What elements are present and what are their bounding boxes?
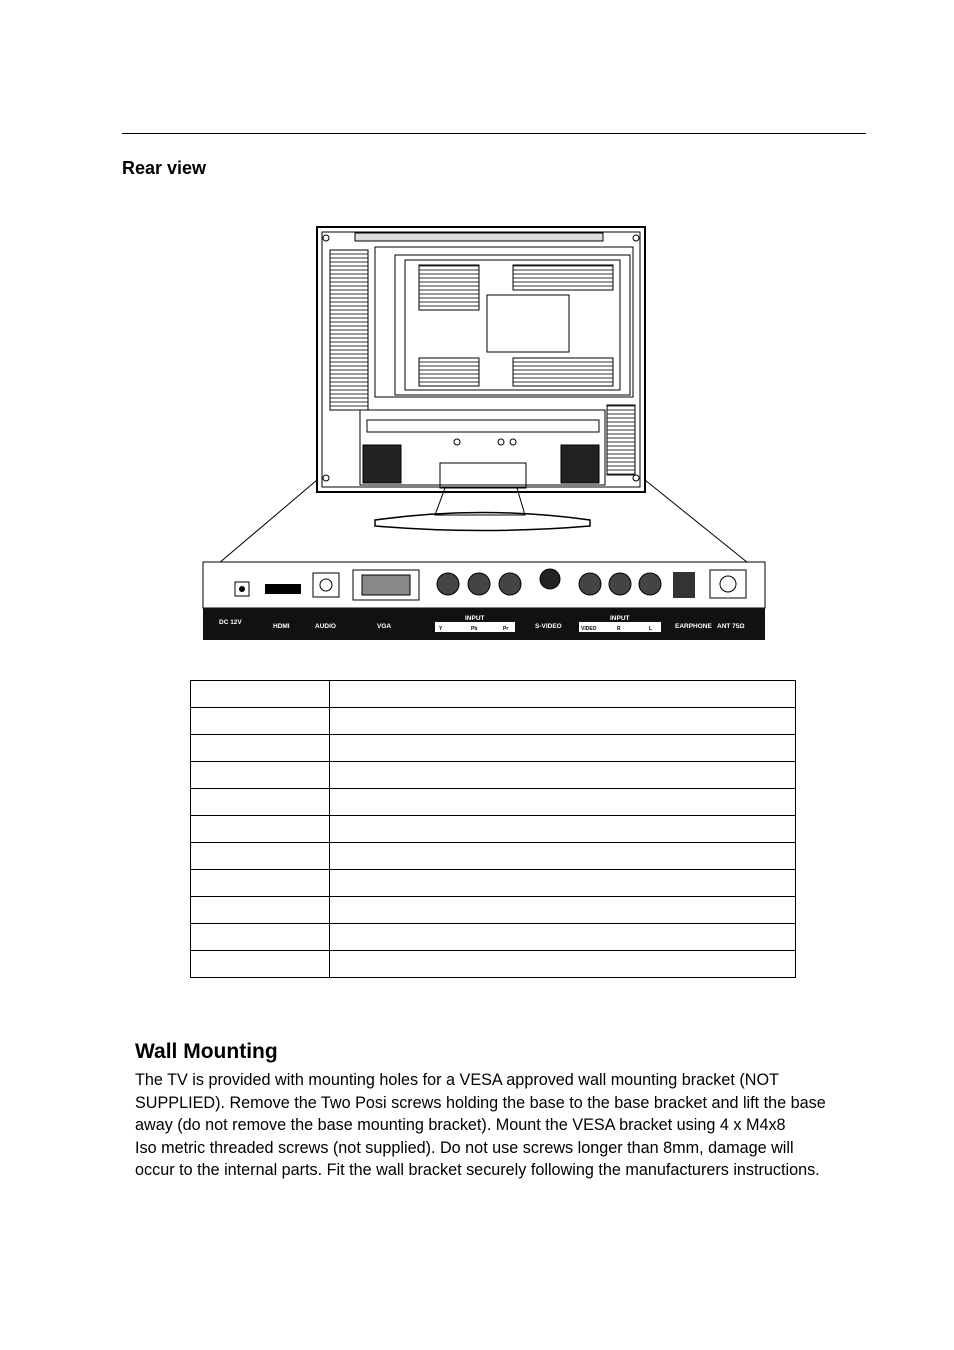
table-cell: [191, 762, 330, 789]
table-cell: [330, 924, 796, 951]
hdmi-port: [265, 584, 301, 594]
table-row: [191, 789, 796, 816]
label-component-pr: Pr: [503, 626, 509, 632]
table-row: [191, 897, 796, 924]
table-cell: [191, 735, 330, 762]
connector-strip: [203, 562, 765, 640]
wall-mounting-title: Wall Mounting: [135, 1040, 278, 1063]
table-cell: [330, 951, 796, 978]
label-av-l: L: [649, 626, 653, 632]
label-av-video: VIDEO: [581, 626, 597, 632]
label-ant: ANT 75Ω: [717, 623, 745, 630]
table-row: [191, 681, 796, 708]
tv-back-illustration: [205, 227, 763, 575]
connector-table: [190, 680, 796, 978]
earphone-jack: [673, 572, 695, 598]
table-cell: [191, 924, 330, 951]
table-row: [191, 735, 796, 762]
label-component-pb: Pb: [471, 626, 478, 632]
table-cell: [330, 897, 796, 924]
table-cell: [330, 789, 796, 816]
table-row: [191, 843, 796, 870]
label-svideo: S-VIDEO: [535, 623, 562, 630]
table-cell: [330, 735, 796, 762]
component-jacks: [437, 573, 521, 595]
table-row: [191, 708, 796, 735]
label-av-r: R: [617, 626, 621, 632]
table-cell: [330, 708, 796, 735]
table-cell: [191, 843, 330, 870]
table-row: [191, 816, 796, 843]
table-cell: [191, 708, 330, 735]
label-component-input: INPUT: [465, 615, 485, 622]
table-cell: [330, 762, 796, 789]
label-component-y: Y: [439, 626, 443, 632]
rear-view-title: Rear view: [122, 158, 207, 178]
av-jacks: [579, 573, 661, 595]
wall-mounting-body: The TV is provided with mounting holes for a VESA approved wall mounting bracket (NOT SUPPLIED). Remove the Two Posi screws holding the base to the base bracket and lift the base away (do not remove the base mounting bracket). Mount the VESA bracket using 4 x M4x8 Iso metric threaded screws (not supplied). Do not use screws longer than 8mm, damage will occur to the internal parts. Fit the wall bracket securely following the manufacturers instructions.: [135, 1071, 826, 1179]
table-cell: [191, 681, 330, 708]
table-row: [191, 951, 796, 978]
table-cell: [191, 951, 330, 978]
table-cell: [191, 789, 330, 816]
label-dc: DC 12V: [219, 619, 242, 626]
table-row: [191, 870, 796, 897]
table-cell: [330, 843, 796, 870]
table-row: [191, 924, 796, 951]
table-cell: [330, 816, 796, 843]
rear-view-diagram: [195, 220, 770, 645]
table-cell: [330, 681, 796, 708]
label-hdmi: HDMI: [273, 623, 290, 630]
table-cell: [191, 870, 330, 897]
header-rule: [122, 133, 866, 134]
svideo-jack: [540, 569, 560, 589]
label-earphone: EARPHONE: [675, 623, 712, 630]
table-cell: [191, 816, 330, 843]
table-cell: [191, 897, 330, 924]
table-row: [191, 762, 796, 789]
table-cell: [330, 870, 796, 897]
label-av-input: INPUT: [610, 615, 630, 622]
label-vga: VGA: [377, 623, 392, 630]
label-audio: AUDIO: [315, 623, 336, 630]
